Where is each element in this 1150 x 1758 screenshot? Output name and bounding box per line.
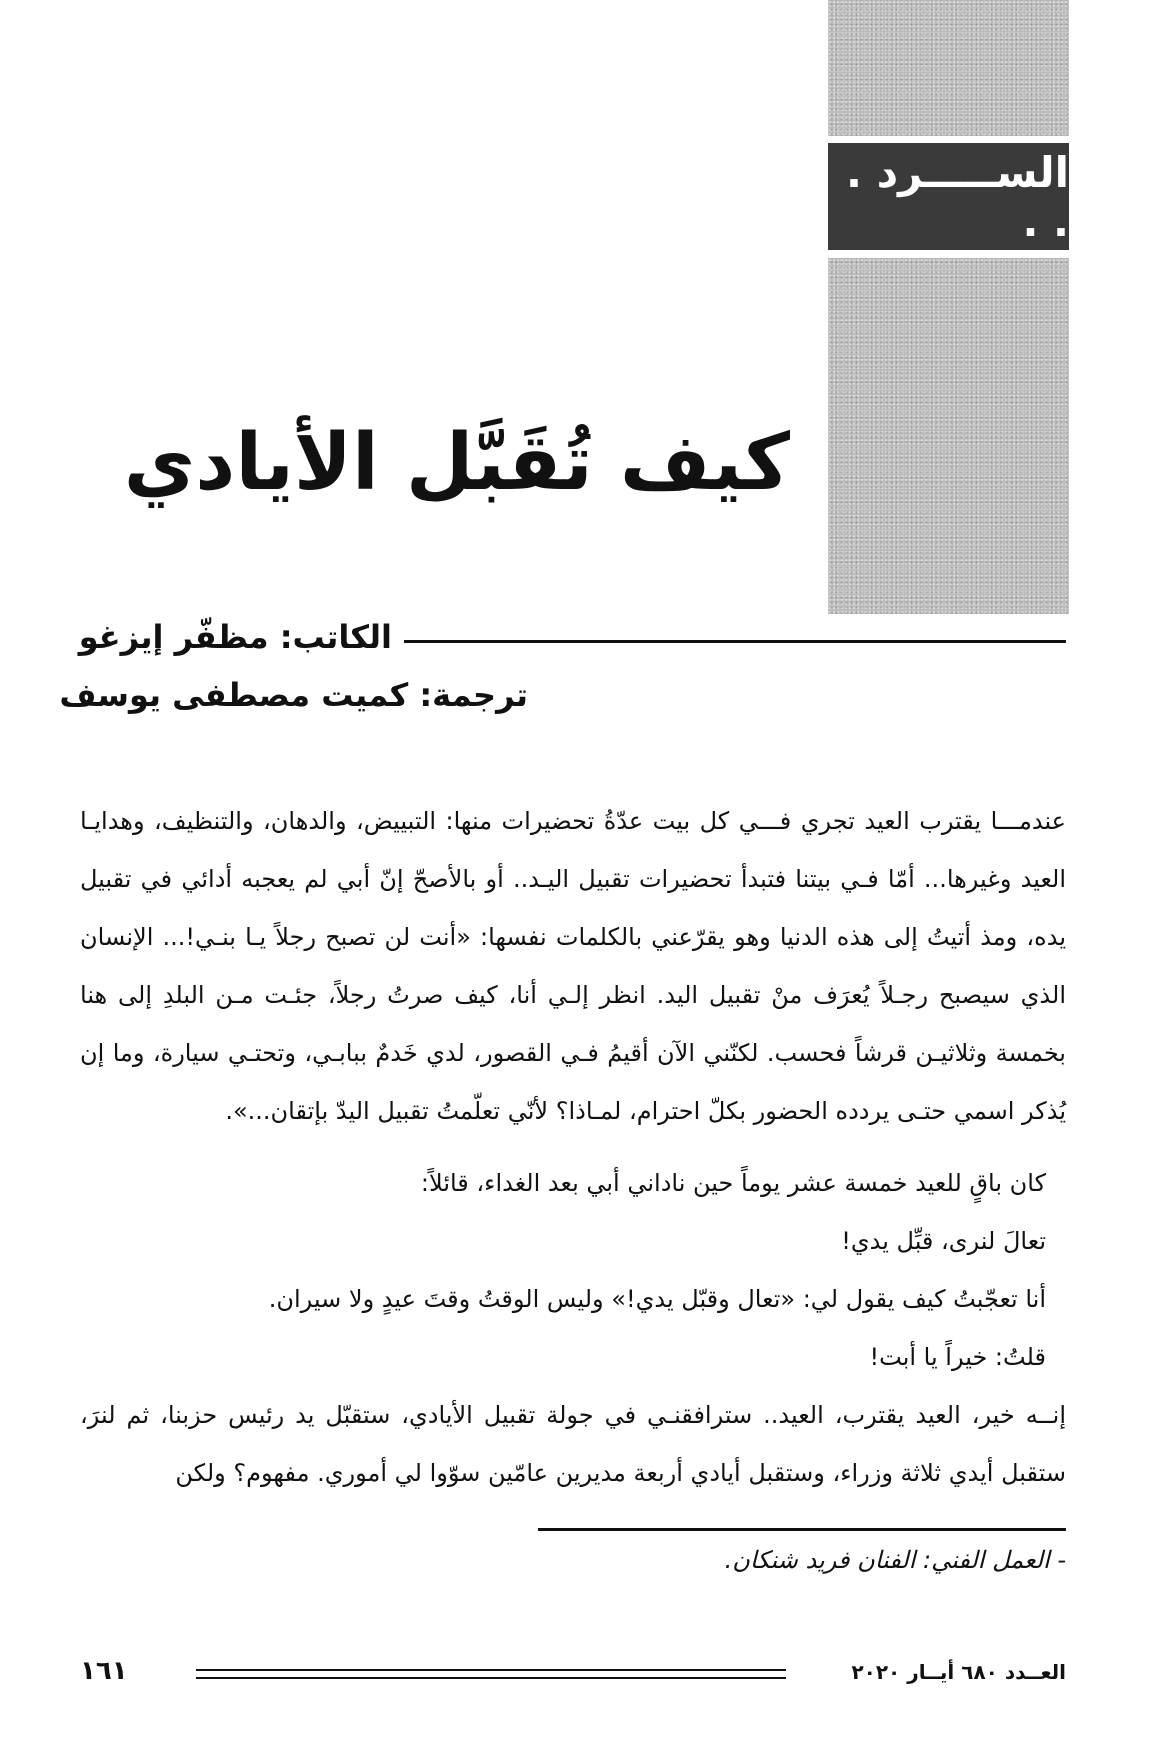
footnote-divider <box>538 1528 1066 1531</box>
header-decor-bottom <box>828 258 1069 614</box>
dialogue-line-4: قلتُ: خيراً يا أبت! <box>869 1343 1046 1371</box>
footer-divider-bottom <box>196 1677 786 1679</box>
author-divider <box>404 640 1066 643</box>
section-label: الســـــرد . . . <box>846 147 1069 246</box>
body-paragraph-1: عندمـــا يقترب العيد تجري فـــي كل بيت عدّةُ تحضيرات منها: التبييض، والدهان، والتنظيف، وهدايـا العيد وغيرها... أمّا فـي بيتنا فتبدأ تحضيرات تقبيل اليـد.. أو بالأصحّ إنّ أبي لم يعجبه أدائي في تقبيل يده، ومذ أتيتُ إلى هذه الدنيا وهو يقرّعني بالكلمات نفسها: «أنت لن تصبح رجلاً يـا بنـي!... الإنسان الذي سيصبح رجـلاً يُعرَف منْ تقبيل اليد. انظر إلـي أنا، كيف صرتُ رجلاً، جئـت مـن البلدِ إلى هنا بخمسة وثلاثيـن قرشاً فحسب. لكنّني الآن أقيمُ فـي القصور، لدي خَدمٌ ببابـي، وتحتـي سيارة، وما إن يُذكر اسمي حتـى يردده الحضور بكلّ احترام، لمـاذا؟ لأنّي تعلّمتُ تقبيل اليدّ بإتقان...». <box>80 807 1066 1125</box>
footnote: - العمل الفني: الفنان فريد شنكان. <box>724 1546 1066 1574</box>
header-decor-top <box>828 0 1069 136</box>
issue-info: العــدد ٦٨٠ أيــار ٢٠٢٠ <box>851 1660 1066 1684</box>
dialogue-line-2: تعالَ لنرى، قبِّل يدي! <box>841 1227 1046 1255</box>
page-number: ١٦١ <box>80 1656 128 1686</box>
dialogue-line-1: كان باقٍ للعيد خمسة عشر يوماً حين ناداني أبي بعد الغداء، قائلاً: <box>420 1169 1046 1197</box>
body-paragraph-last: إنــه خير، العيد يقترب، العيد.. سترافقنـي في جولة تقبيل الأيادي، ستقبّل يد رئيس حزبنا، ثم لنرَ، ستقبل أيدي ثلاثة وزراء، وستقبل أيادي أربعة مديرين عامّين سوّوا لي أموري. مفهوم؟ ولكن <box>80 1401 1066 1487</box>
footer-divider-top <box>196 1669 786 1671</box>
article-title: كيف تُقَبَّل الأيادي <box>123 418 790 508</box>
dialogue-line-3: أنا تعجّبتُ كيف يقول لي: «تعال وقبّل يدي!» وليس الوقتُ وقتَ عيدٍ ولا سيران. <box>268 1285 1046 1313</box>
translator-credit: ترجمة: كميت مصطفى يوسف <box>59 676 528 714</box>
section-label-box <box>828 143 1069 250</box>
author-credit: الكاتب: مظفّر إيزغو <box>78 618 392 656</box>
